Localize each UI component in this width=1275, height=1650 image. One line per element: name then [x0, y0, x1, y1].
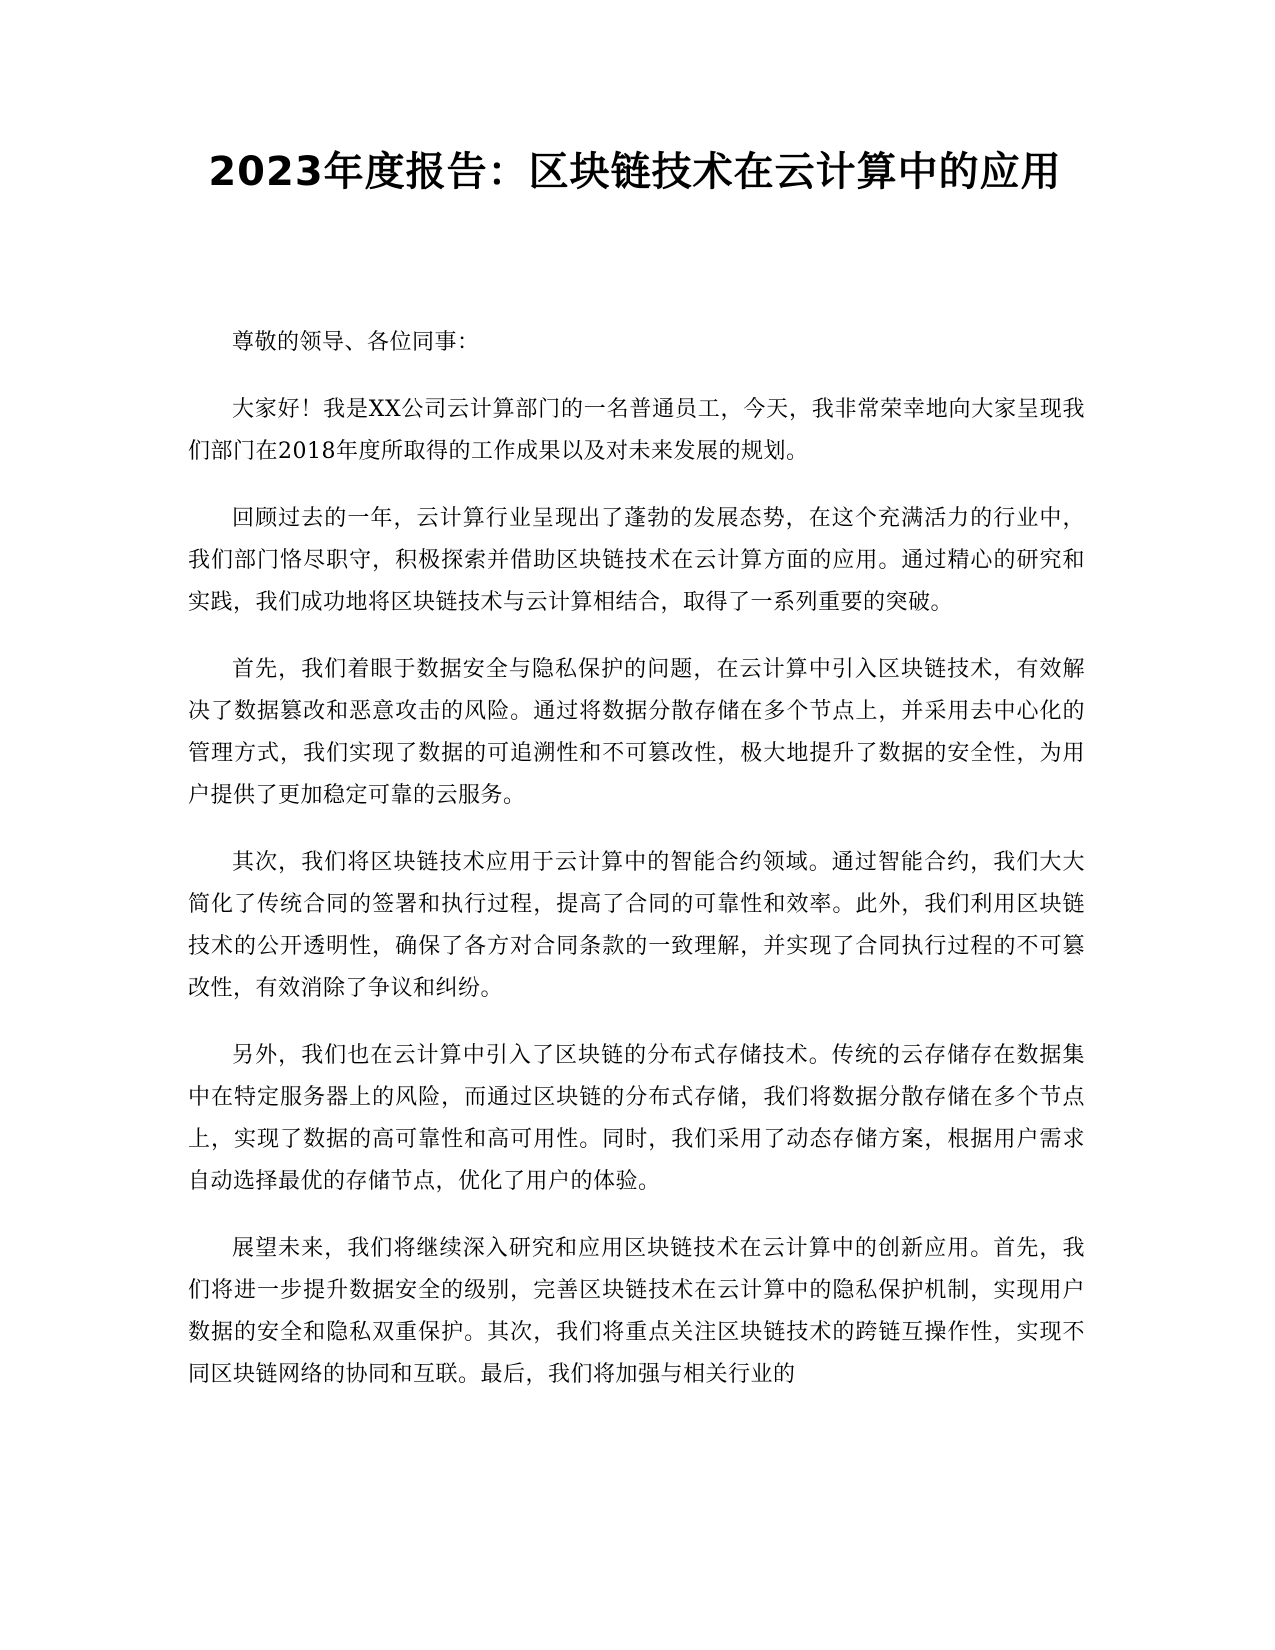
outlook-paragraph: 展望未来，我们将继续深入研究和应用区块链技术在云计算中的创新应用。首先，我们将进一步提升数据安全的级别，完善区块链技术在云计算中的隐私保护机制，实现用户数据的安全和隐私双重保护。其次，我们将重点关注区块链技术的跨链互操作性，实现不同区块链网络的协同和互联。最后，我们将加强与相关行业的: [188, 1236, 1085, 1387]
salutation-paragraph: 尊敬的领导、各位同事：: [232, 330, 480, 355]
document-body: [188, 322, 1085, 1421]
data-security-paragraph: 首先，我们着眼于数据安全与隐私保护的问题，在云计算中引入区块链技术，有效解决了数据篡改和恶意攻击的风险。通过将数据分散存储在多个节点上，并采用去中心化的管理方式，我们实现了数据的可追溯性和不可篡改性，极大地提升了数据的安全性，为用户提供了更加稳定可靠的云服务。: [188, 657, 1085, 808]
review-paragraph: 回顾过去的一年，云计算行业呈现出了蓬勃的发展态势，在这个充满活力的行业中，我们部门恪尽职守，积极探索并借助区块链技术在云计算方面的应用。通过精心的研究和实践，我们成功地将区块链技术与云计算相结合，取得了一系列重要的突破。: [188, 506, 1085, 615]
distributed-storage-paragraph: 另外，我们也在云计算中引入了区块链的分布式存储技术。传统的云存储存在数据集中在特定服务器上的风险，而通过区块链的分布式存储，我们将数据分散存储在多个节点上，实现了数据的高可靠性和高可用性。同时，我们采用了动态存储方案，根据用户需求自动选择最优的存储节点，优化了用户的体验。: [188, 1043, 1085, 1194]
document-title: 2023年度报告：区块链技术在云计算中的应用: [208, 149, 1062, 195]
intro-paragraph: 大家好！我是XX公司云计算部门的一名普通员工，今天，我非常荣幸地向大家呈现我们部门在2018年度所取得的工作成果以及对未来发展的规划。: [188, 397, 1085, 464]
smart-contract-paragraph: 其次，我们将区块链技术应用于云计算中的智能合约领域。通过智能合约，我们大大简化了传统合同的签署和执行过程，提高了合同的可靠性和效率。此外，我们利用区块链技术的公开透明性，确保了各方对合同条款的一致理解，并实现了合同执行过程的不可篡改性，有效消除了争议和纠纷。: [188, 850, 1085, 1001]
